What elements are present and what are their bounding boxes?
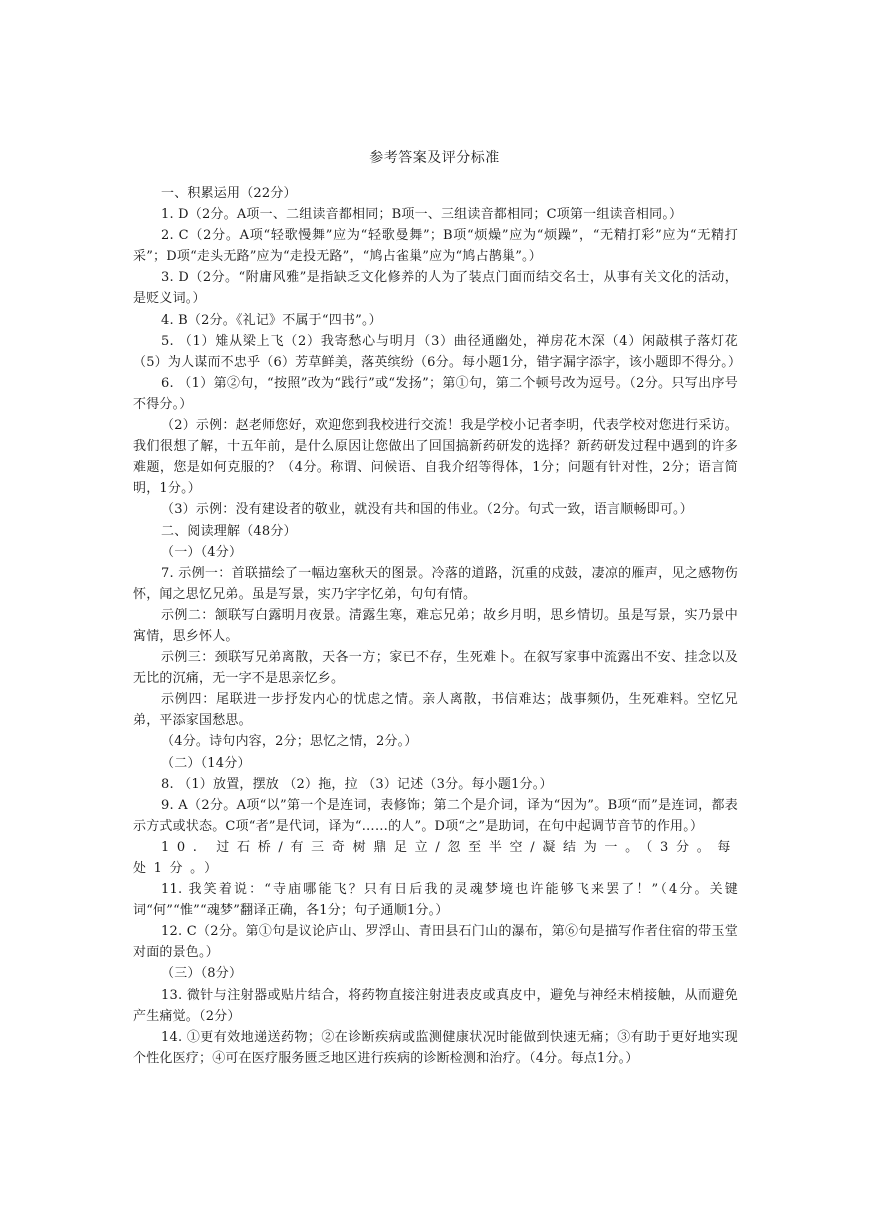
subsection-heading: （二）（14分） [161, 755, 251, 771]
answer-item: 14. ①更有效地递送药物；②在诊断疾病或监测健康状况时能做到快速无痛；③有助于更好地实现个性化医疗；④可在医疗服务匮乏地区进行疾病的诊断检测和治疗。（4分。每点1分。） [133, 1029, 738, 1066]
answer-item: 示例二：颔联写白露明月夜景。清露生寒，难忘兄弟；故乡月明，思乡情切。虽是写景，实乃景中寓情，思乡怀人。 [133, 607, 738, 644]
answer-item: 3. D（2分。“附庸风雅”是指缺乏文化修养的人为了装点门面而结交名士，从事有关文化的活动，是贬义词。） [133, 270, 738, 307]
subsection-heading: （三）（8分） [161, 966, 243, 982]
section-heading: 二、阅读理解（48分） [161, 523, 297, 539]
answer-item: 示例四：尾联进一步抒发内心的忧虑之情。亲人离散，书信难达；战事频仍，生死难料。空忆兄弟，平添家国愁思。 [133, 692, 738, 729]
answer-note: （4分。诗句内容，2分；思忆之情，2分。） [161, 734, 418, 750]
answer-subitem: （3）示例：没有建设者的敬业，就没有共和国的伟业。（2分。句式一致，语言顺畅即可。） [161, 502, 693, 518]
answer-item: 1. D（2分。A项一、二组读音都相同；B项一、三组读音都相同；C项第一组读音相同。） [161, 207, 683, 223]
answer-item: 2. C（2分。A项“轻歌慢舞”应为“轻歌曼舞”；B项“烦燥”应为“烦躁”，“无精打彩”应为“无精打采”；D项“走头无路”应为“走投无路”，“鸠占雀巢”应为“鸠占鹊巢”。） [133, 228, 738, 265]
answer-item: 13. 微针与注射器或贴片结合，将药物直接注射进表皮或真皮中，避免与神经末梢接触，从而避免产生痛觉。（2分） [133, 987, 738, 1024]
answer-item: 9. A（2分。A项“以”第一个是连词，表修饰；第二个是介词，译为“因为”。B项“而”是连词，都表示方式或状态。C项“者”是代词，译为“……的人”。D项“之”是助词，在句中起调节音节的作用。） [133, 797, 738, 834]
section-heading: 一、积累运用（22分） [161, 186, 297, 201]
answer-item: 7. 示例一：首联描绘了一幅边塞秋天的图景。冷落的道路，沉重的戍鼓，凄凉的雁声，见之感物伤怀，闻之思忆兄弟。虽是写景，实乃字字忆弟，句句有情。 [133, 565, 738, 602]
answer-subitem: （2）示例：赵老师您好，欢迎您到我校进行交流！我是学校小记者李明，代表学校对您进行采访。我们很想了解，十五年前，是什么原因让您做出了回国搞新药研发的选择？新药研发过程中遇到的许多难题，您是如何克服的？（4分。称谓、问候语、自我介绍等得体，1分；问题有针对性，2分；语言简明，1分。） [133, 418, 738, 497]
answer-item: 11. 我笑着说：“寺庙哪能飞？只有日后我的灵魂梦境也许能够飞来罢了！”（4分。关键词“何”“惟”“魂梦”翻译正确，各1分；句子通顺1分。） [133, 882, 738, 919]
answer-content [133, 183, 742, 1069]
answer-item: 5. （1）雉从梁上飞（2）我寄愁心与明月（3）曲径通幽处，禅房花木深（4）闲敲棋子落灯花（5）为人谋而不忠乎（6）芳草鲜美，落英缤纷（6分。每小题1分，错字漏字添字，该小题即不得分。） [133, 333, 742, 370]
answer-item: 示例三：颈联写兄弟离散，天各一方；家已不存，生死难卜。在叙写家事中流露出不安、挂念以及无比的沉痛，无一字不是思亲忆乡。 [133, 650, 738, 687]
answer-item: 4. B（2分。《礼记》不属于“四书”。） [161, 312, 382, 328]
answer-item: 12. C（2分。第①句是议论庐山、罗浮山、青田县石门山的瀑布，第⑥句是描写作者住宿的带玉堂对面的景色。） [133, 924, 738, 961]
answer-item: 10. 过石桥/有三奇树鼎足立/忽至半空/凝结为一。（3分。每处1分。） [133, 839, 738, 876]
page-title: 参考答案及评分标准 [369, 150, 500, 166]
answer-item: 6. （1）第②句，“按照”改为“践行”或“发扬”；第①句，第二个顿号改为逗号。（2分。只写出序号不得分。） [133, 375, 738, 412]
subsection-heading: （一）（4分） [161, 544, 243, 560]
answer-item: 8. （1）放置，摆放 （2）拖，拉 （3）记述（3分。每小题1分。） [161, 776, 553, 792]
